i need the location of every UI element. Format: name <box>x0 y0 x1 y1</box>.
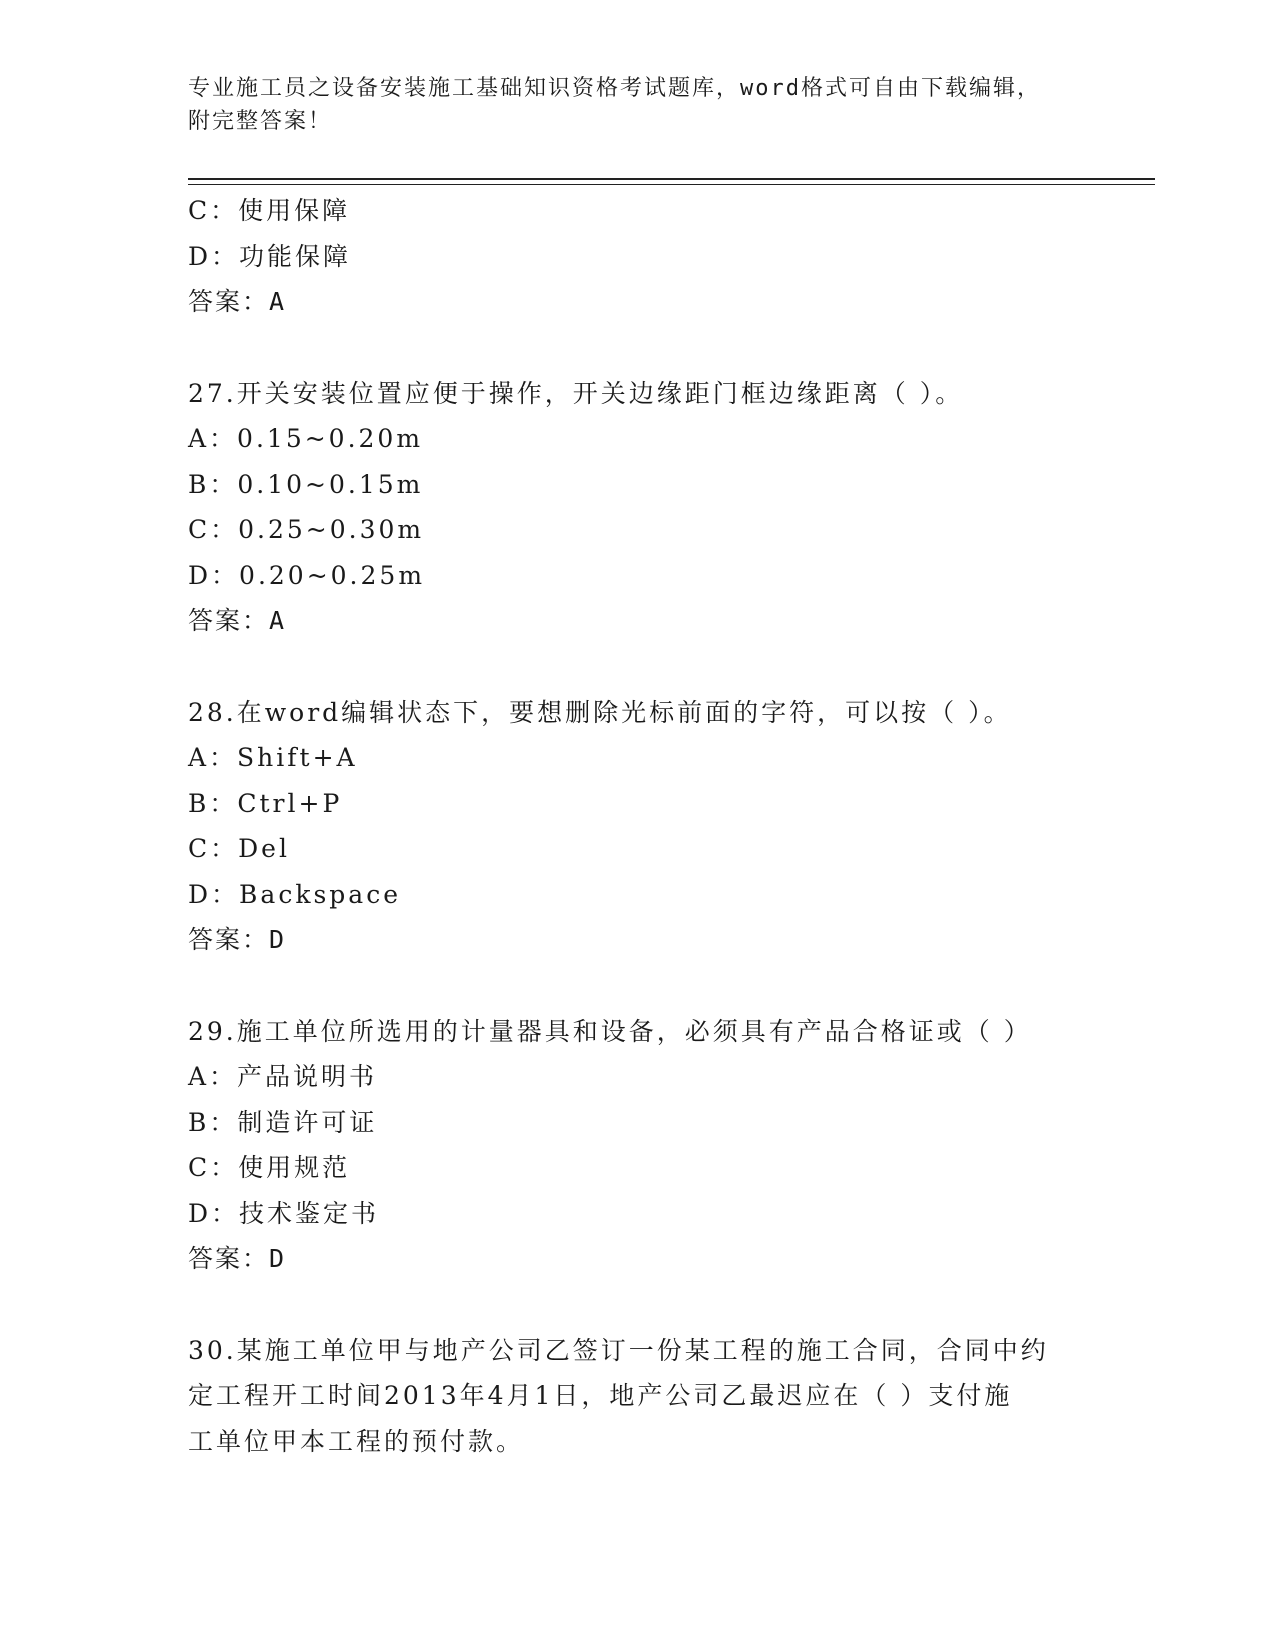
answer-line: 答案：A <box>188 287 287 316</box>
spacer <box>188 963 1088 1009</box>
header-divider-thin <box>188 184 1155 185</box>
option-d: D：技术鉴定书 <box>188 1198 380 1228</box>
option-a: A：产品说明书 <box>188 1062 378 1091</box>
header-line-1: 专业施工员之设备安装施工基础知识资格考试题库，word格式可自由下载编辑， <box>188 76 1041 101</box>
option-b: B：制造许可证 <box>188 1107 378 1137</box>
question-27 <box>188 371 1088 644</box>
question-list <box>188 188 1088 1464</box>
spacer <box>188 644 1088 690</box>
option-a: A：0.15~0.20m <box>188 424 424 453</box>
question-stem: 29.施工单位所选用的计量器具和设备，必须具有产品合格证或（ ） <box>188 1016 1032 1046</box>
answer-line: 答案：A <box>188 606 287 635</box>
option-a: A：Shift+A <box>188 743 358 772</box>
option-c: C：使用规范 <box>188 1153 351 1182</box>
option-d: D：0.20~0.25m <box>188 560 426 590</box>
question-stem: 27.开关安装位置应便于操作，开关边缘距门框边缘距离（ ）。 <box>188 378 964 408</box>
header-divider-thick <box>188 178 1155 180</box>
spacer <box>188 1282 1088 1328</box>
option-c: C：Del <box>188 834 290 863</box>
answer-line: 答案：D <box>188 1244 287 1273</box>
option-d: D：功能保障 <box>188 241 352 271</box>
document-header <box>188 72 1088 138</box>
question-stem-line-3: 工单位甲本工程的预付款。 <box>188 1426 525 1456</box>
question-26 <box>188 188 1088 325</box>
answer-line: 答案：D <box>188 925 287 954</box>
option-c: C：0.25~0.30m <box>188 515 425 544</box>
question-29 <box>188 1009 1088 1282</box>
question-stem-line-1: 30.某施工单位甲与地产公司乙签订一份某工程的施工合同，合同中约 <box>188 1335 1049 1365</box>
question-30 <box>188 1328 1088 1465</box>
option-b: B：Ctrl+P <box>188 788 343 818</box>
option-c: C：使用保障 <box>188 196 351 225</box>
question-28 <box>188 690 1088 963</box>
question-stem-line-2: 定工程开工时间2013年4月1日，地产公司乙最迟应在（ ）支付施 <box>188 1381 1013 1410</box>
option-b: B：0.10~0.15m <box>188 469 424 499</box>
question-stem: 28.在word编辑状态下，要想删除光标前面的字符，可以按（ ）。 <box>188 697 1012 727</box>
spacer <box>188 325 1088 371</box>
header-line-2: 附完整答案！ <box>188 109 333 134</box>
option-d: D：Backspace <box>188 879 402 909</box>
